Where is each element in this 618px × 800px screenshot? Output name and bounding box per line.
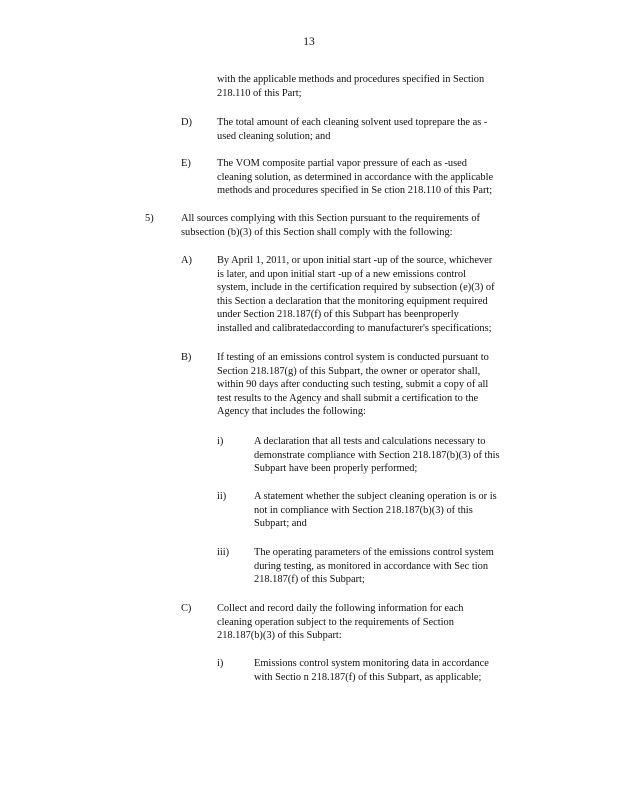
text-line: Collect and record daily the following information for each [217, 603, 464, 614]
subitem-label-b-ii: ii) [217, 491, 227, 502]
item-a-text [217, 254, 535, 336]
text-line: not in compliance with Section 218.187(b)(3) of this [254, 504, 473, 516]
text-line: Subpart; and [254, 518, 307, 530]
text-line: used cleaning solution; and [217, 130, 331, 142]
item-label-e: E) [181, 158, 191, 169]
continuation-paragraph [217, 73, 522, 100]
text-line: system, include in the certification required by subsection (e)(3) of [217, 282, 495, 294]
section-5-text [181, 212, 531, 239]
item-c-text [217, 602, 499, 643]
text-line: The operating parameters of the emissions control system [254, 547, 494, 558]
subitem-label-c-i: i) [217, 658, 224, 669]
text-line: A declaration that all tests and calculations necessary to [254, 436, 486, 447]
item-label-b: B) [181, 352, 192, 363]
item-e-text [217, 157, 532, 198]
text-line: methods and procedures specified in Se ction 218.110 of this Part; [217, 185, 493, 197]
subitem-b-i-text [254, 435, 537, 476]
text-line: this Section a declaration that the monitoring equipment required [217, 295, 488, 307]
text-line: installed and calibratedaccording to manufacturer's specifications; [217, 322, 492, 334]
subitem-label-b-iii: iii) [217, 547, 230, 558]
subitem-b-ii-text [254, 490, 537, 531]
text-line: during testing, as monitored in accordance with Sec tion [254, 560, 489, 572]
text-line: 218.187(f) of this Subpart; [254, 574, 365, 586]
text-line: within 90 days after conducting such testing, submit a copy of all [217, 379, 489, 391]
item-label-c: C) [181, 603, 192, 614]
text-line: If testing of an emissions control system is conducted pursuant to [217, 352, 489, 363]
item-b-text [217, 351, 533, 419]
text-line: A statement whether the subject cleaning operation is or is [254, 491, 497, 502]
subitem-c-i-text [254, 657, 506, 684]
text-line: The VOM composite partial vapor pressure of each as -used [217, 158, 467, 169]
text-line: test results to the Agency and shall submit a certification to the [217, 392, 479, 404]
text-line: Emissions control system monitoring data in accordance [254, 658, 489, 669]
text-line: All sources complying with this Section pursuant to the requirements of [181, 213, 480, 224]
section-label-5: 5) [145, 213, 154, 224]
text-line: subsection (b)(3) of this Section shall comply with the following: [181, 226, 453, 238]
page-number: 13 [303, 36, 315, 48]
text-line: Agency that includes the following: [217, 406, 366, 418]
text-line: with Sectio n 218.187(f) of this Subpart, as applicable; [254, 671, 482, 683]
subitem-b-iii-text [254, 546, 527, 587]
text-line: with the applicable methods and procedures specified in Section [217, 74, 485, 85]
item-d-text [217, 116, 532, 143]
text-line: under Section 218.187(f) of this Subpart has beenproperly [217, 309, 459, 321]
text-line: 218.187(b)(3) of this Subpart: [217, 630, 342, 642]
text-line: demonstrate compliance with Section 218.187(b)(3) of this [254, 449, 500, 461]
subitem-label-b-i: i) [217, 436, 224, 447]
text-line: By April 1, 2011, or upon initial start -up of the source, whichever [217, 255, 493, 266]
text-line: Subpart have been properly performed; [254, 463, 418, 475]
text-line: cleaning solution, as determined in accordance with the applicable [217, 171, 494, 183]
text-line: The total amount of each cleaning solvent used toprepare the as - [217, 117, 488, 128]
text-line: is later, and upon initial start -up of a new emissions control [217, 268, 466, 280]
text-line: cleaning operation subject to the requirements of Section [217, 616, 454, 628]
item-label-d: D) [181, 117, 192, 128]
text-line: Section 218.187(g) of this Subpart, the owner or operator shall, [217, 365, 481, 377]
text-line: 218.110 of this Part; [217, 87, 302, 99]
item-label-a: A) [181, 255, 192, 266]
